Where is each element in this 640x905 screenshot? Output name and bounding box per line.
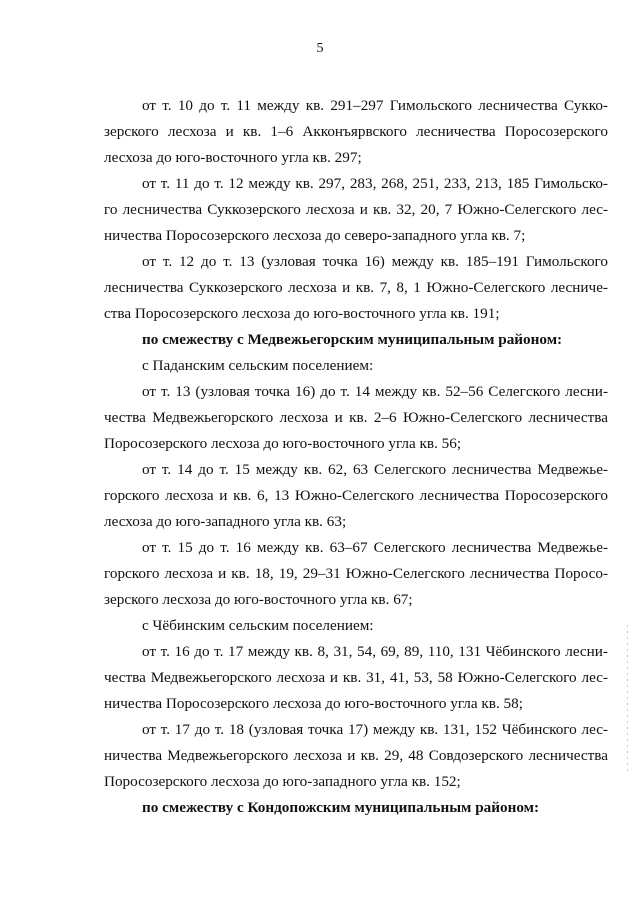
text-line: от т. 15 до т. 16 между кв. 63–67 Селегского лесничества Медвежье- xyxy=(142,539,608,556)
text-line: ничества Поросозерского лесхоза до северо-западного угла кв. 7; xyxy=(104,227,526,244)
text-line: чества Медвежьегорского лесхоза и кв. 2–6 Южно-Селегского лесничества xyxy=(104,409,608,426)
text-line: от т. 16 до т. 17 между кв. 8, 31, 54, 69, 89, 110, 131 Чёбинского лесни- xyxy=(142,643,608,660)
text-line: от т. 17 до т. 18 (узловая точка 17) между кв. 131, 152 Чёбинского лес- xyxy=(142,721,608,738)
text-line: с Паданским сельским поселением: xyxy=(142,357,374,374)
text-line: с Чёбинским сельским поселением: xyxy=(142,617,374,634)
page-number: 5 xyxy=(316,41,324,56)
text-line: Поросозерского лесхоза до юго-восточного угла кв. 56; xyxy=(104,435,462,452)
section-heading-line: по смежеству с Медвежьегорским муниципальным районом: xyxy=(142,331,563,348)
section-heading-line: по смежеству с Кондопожским муниципальным районом: xyxy=(142,799,540,816)
text-line: от т. 12 до т. 13 (узловая точка 16) между кв. 185–191 Гимольского xyxy=(142,253,608,270)
text-line: Поросозерского лесхоза до юго-западного угла кв. 152; xyxy=(104,773,461,790)
document-body xyxy=(104,93,608,821)
text-line: го лесничества Суккозерского лесхоза и кв. 32, 20, 7 Южно-Селегского лес- xyxy=(104,201,608,218)
text-line: горского лесхоза и кв. 6, 13 Южно-Селегского лесничества Поросозерского xyxy=(104,487,608,504)
text-line: ства Поросозерского лесхоза до юго-восточного угла кв. 191; xyxy=(104,305,500,322)
text-line: от т. 13 (узловая точка 16) до т. 14 между кв. 52–56 Селегского лесни- xyxy=(142,383,608,400)
text-line: лесхоза до юго-западного угла кв. 63; xyxy=(104,513,347,530)
text-line: ничества Медвежьегорского лесхоза и кв. 29, 48 Совдозерского лесничества xyxy=(104,747,608,764)
text-line: лесхоза до юго-восточного угла кв. 297; xyxy=(104,149,362,166)
text-line: ничества Поросозерского лесхоза до юго-восточного угла кв. 58; xyxy=(104,695,523,712)
text-line: зерского лесхоза до юго-восточного угла кв. 67; xyxy=(104,591,413,608)
text-line: лесничества Суккозерского лесхоза и кв. 7, 8, 1 Южно-Селегского лесниче- xyxy=(104,279,608,296)
scan-edge-mark xyxy=(627,625,628,775)
text-line: чества Медвежьегорского лесхоза и кв. 31, 41, 53, 58 Южно-Селегского лес- xyxy=(104,669,608,686)
text-line: от т. 11 до т. 12 между кв. 297, 283, 268, 251, 233, 213, 185 Гимольско- xyxy=(142,175,608,192)
text-line: от т. 14 до т. 15 между кв. 62, 63 Селегского лесничества Медвежье- xyxy=(142,461,608,478)
text-line: от т. 10 до т. 11 между кв. 291–297 Гимольского лесничества Сукко- xyxy=(142,97,608,114)
text-line: зерского лесхоза и кв. 1–6 Акконъярвского лесничества Поросозерского xyxy=(104,123,608,140)
text-line: горского лесхоза и кв. 18, 19, 29–31 Южно-Селегского лесничества Поросо- xyxy=(104,565,608,582)
